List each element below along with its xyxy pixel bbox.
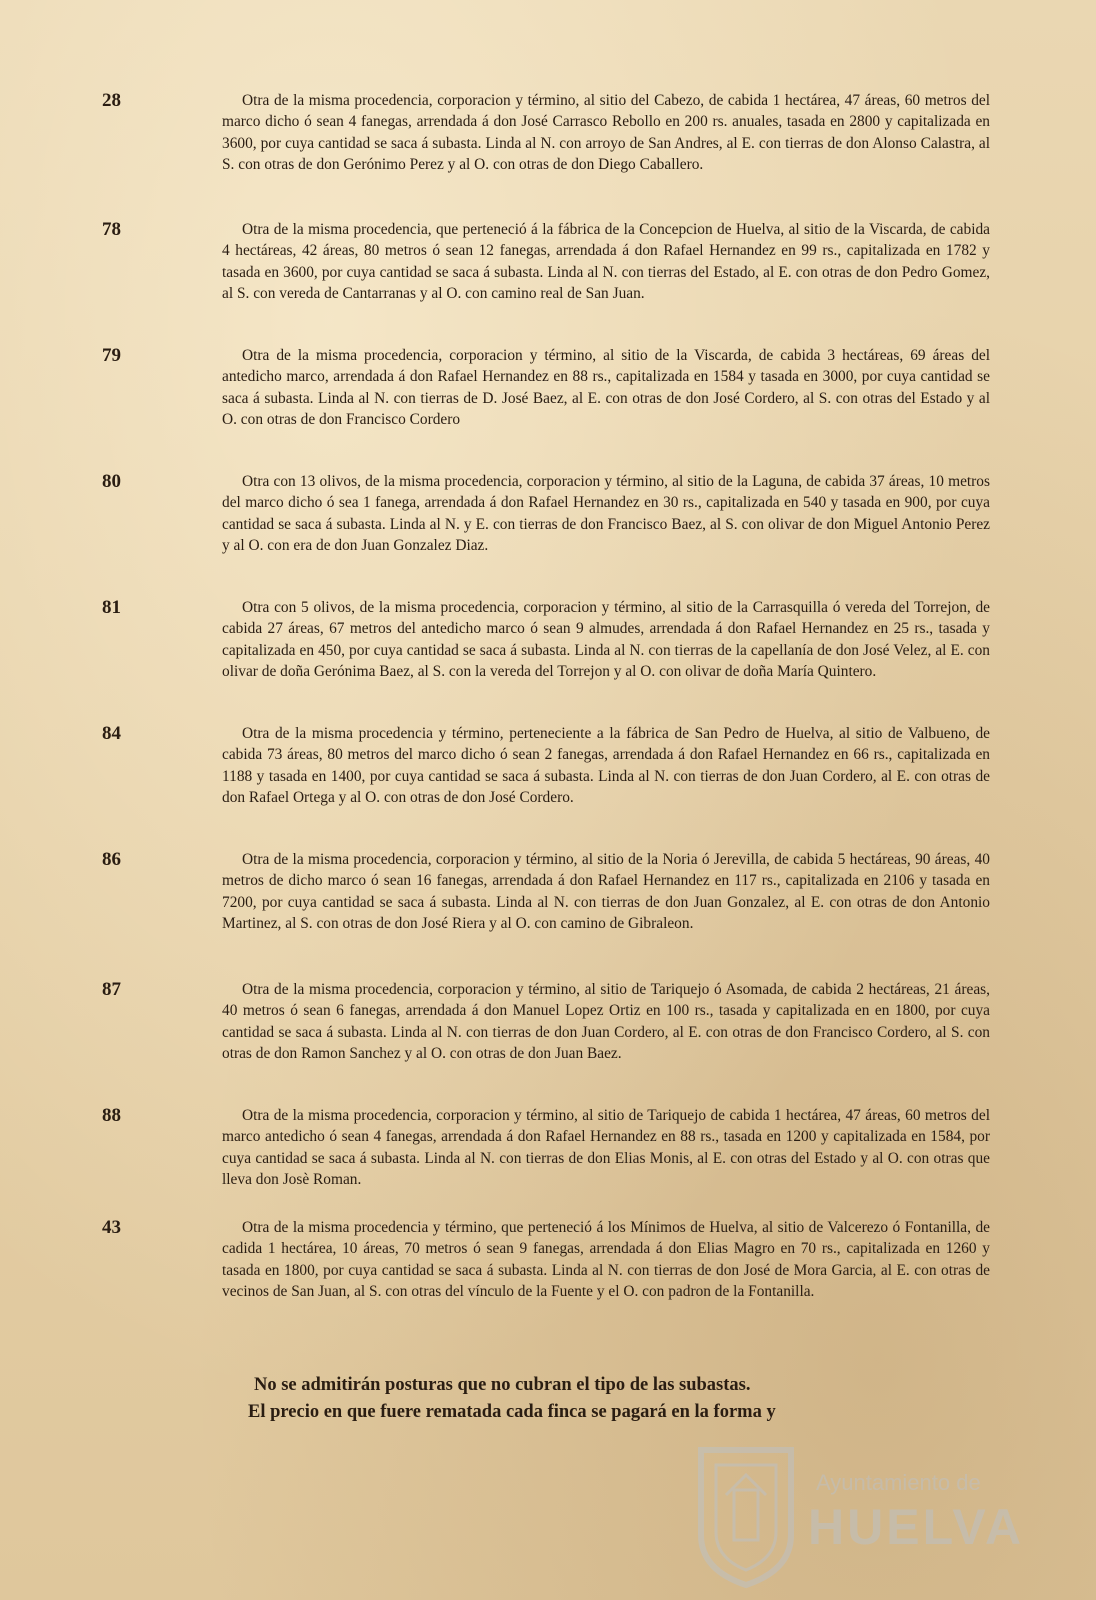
list-item bbox=[90, 471, 990, 597]
list-item bbox=[90, 723, 990, 849]
entry-text: Otra de la misma procedencia y término, que perteneció á los Mínimos de Huelva, al sitio de Valcerezo ó Fontanilla, de cadida 1 hectárea, 10 áreas, 70 metros ó sean 9 fanegas, arrendada á don Elias Magro en 70 rs., capitalizada en 1260 y tasada en 1800, por cuya cantidad se saca á subasta. Linda al N. con tierras de don José de Mora Garcia, al E. con otras de vecinos de San Juan, al S. con otras del vínculo de la Fuente y el O. con padron de la Fontanilla. bbox=[222, 1219, 990, 1300]
list-item bbox=[90, 849, 990, 979]
entry-text: Otra de la misma procedencia, corporacion y término, al sitio del Cabezo, de cabida 1 hectárea, 47 áreas, 60 metros del marco dicho ó sean 4 fanegas, arrendada á don José Carrasco Rebollo en 200 rs. anuales, tasada en 2800 y capitalizada en 3600, por cuya cantidad se saca á subasta. Linda al N. con arroyo de San Andres, al E. con tierras de don Alonso Calastra, al S. con otras de don Gerónimo Perez y al O. con otras de don Diego Caballero. bbox=[222, 92, 990, 173]
entry-text: Otra de la misma procedencia, corporacion y término, al sitio de la Noria ó Jerevilla, de cabida 5 hectáreas, 90 áreas, 40 metros de dicho marco ó sean 16 fanegas, arrendada á don Rafael Hernandez en 117 rs., capitalizada en 2106 y tasada en 7200, por cuya cantidad se saca á subasta. Linda al N. con tierras de don Juan Gonzalez, al E. con otras de don Antonio Martinez, al S. con otras de don José Riera y al O. con camino de Gibraleon. bbox=[222, 851, 990, 932]
closing-line-1: No se admitirán posturas que no cubran el tipo de las subastas. bbox=[254, 1375, 751, 1395]
entry-number: 78 bbox=[102, 219, 121, 240]
watermark bbox=[686, 1440, 1025, 1590]
entry-number: 79 bbox=[102, 345, 121, 366]
entry-text: Otra de la misma procedencia, corporacion y término, al sitio de Tariquejo de cabida 1 hectárea, 47 áreas, 60 metros del marco antedicho ó sean 4 fanegas, arrendada á don Rafael Hernandez en 88 rs., tasada en 1200 y capitalizada en 1584, por cuya cantidad se saca á subasta. Linda al N. con tierras de don Elias Monis, al E. con otras del Estado y al O. con otras que lleva don Josè Roman. bbox=[222, 1107, 990, 1188]
list-item bbox=[90, 219, 990, 345]
entry-number: 81 bbox=[102, 597, 121, 618]
entry-number: 43 bbox=[102, 1217, 121, 1238]
entry-text: Otra de la misma procedencia, corporacion y término, al sitio de Tariquejo ó Asomada, de cabida 2 hectáreas, 21 áreas, 40 metros ó sean 6 fanegas, arrendada á don Manuel Lopez Ortiz en 100 rs., tasada y capitalizada en en 1800, por cuya cantidad se saca á subasta. Linda al N. con tierras de don Juan Cordero, al E. con otras de don Francisco Cordero, al S. con otras de don Ramon Sanchez y al O. con otras de don Juan Baez. bbox=[222, 981, 990, 1062]
entry-text: Otra con 13 olivos, de la misma procedencia, corporacion y término, al sitio de la Laguna, de cabida 37 áreas, 10 metros del marco dicho ó sea 1 fanega, arrendada á don Rafael Hernandez en 30 rs., capitalizada en 540 y tasada en 900, por cuya cantidad se saca á subasta. Linda al N. y E. con tierras de don Francisco Baez, al S. con olivar de don Miguel Antonio Perez y al O. con era de don Juan Gonzalez Diaz. bbox=[222, 473, 990, 554]
entry-number: 87 bbox=[102, 979, 121, 1000]
list-item bbox=[90, 1217, 990, 1347]
city-shield-icon bbox=[686, 1440, 806, 1590]
watermark-line-2: HUELVA bbox=[808, 1499, 1025, 1555]
list-item bbox=[90, 1105, 990, 1217]
entries-list bbox=[90, 90, 990, 1347]
list-item bbox=[90, 979, 990, 1105]
closing-paragraph bbox=[248, 1372, 997, 1426]
closing-line-2: El precio en que fuere rematada cada finca se pagará en la forma y bbox=[248, 1402, 776, 1422]
list-item bbox=[90, 345, 990, 471]
list-item bbox=[90, 90, 990, 219]
entry-number: 28 bbox=[102, 90, 121, 111]
entry-number: 88 bbox=[102, 1105, 121, 1126]
entry-number: 84 bbox=[102, 723, 121, 744]
entry-text: Otra de la misma procedencia, que perteneció á la fábrica de la Concepcion de Huelva, al sitio de la Viscarda, de cabida 4 hectáreas, 42 áreas, 80 metros ó sean 12 fanegas, arrendada á don Rafael Hernandez en 99 rs., capitalizada en 1782 y tasada en 3600, por cuya cantidad se saca á subasta. Linda al N. con tierras del Estado, al E. con otras de don Pedro Gomez, al S. con vereda de Cantarranas y al O. con camino real de San Juan. bbox=[222, 221, 990, 302]
entry-number: 80 bbox=[102, 471, 121, 492]
entry-text: Otra de la misma procedencia, corporacion y término, al sitio de la Viscarda, de cabida 3 hectáreas, 69 áreas del antedicho marco, arrendada á don Rafael Hernandez en 88 rs., capitalizada en 1584 y tasada en 3000, por cuya cantidad se saca á subasta. Linda al N. con tierras de D. José Baez, al E. con otras de don José Cordero, al S. con otras del Estado y al O. con otras de don Francisco Cordero bbox=[222, 347, 990, 428]
entry-number: 86 bbox=[102, 849, 121, 870]
list-item bbox=[90, 597, 990, 723]
entry-text: Otra de la misma procedencia y término, perteneciente a la fábrica de San Pedro de Huelva, al sitio de Valbueno, de cabida 73 áreas, 80 metros del marco dicho ó sean 2 fanegas, arrendada á don Rafael Hernandez en 66 rs., capitalizada en 1188 y tasada en 1400, por cuya cantidad se saca á subasta. Linda al N. con tierras de don Juan Cordero, al E. con otras de don Rafael Ortega y al O. con otras de don José Cordero. bbox=[222, 725, 990, 806]
watermark-line-1: Ayuntamiento de bbox=[816, 1470, 981, 1495]
entry-text: Otra con 5 olivos, de la misma procedencia, corporacion y término, al sitio de la Carrasquilla ó vereda del Torrejon, de cabida 27 áreas, 67 metros del antedicho marco ó sean 9 almudes, arrendada á don Rafael Hernandez en 25 rs., tasada y capitalizada en 450, por cuya cantidad se saca á subasta. Linda al N. con tierras de la capellanía de don José Velez, al E. con olivar de doña Gerónima Baez, al S. con la vereda del Torrejon y al O. con olivar de doña María Quintero. bbox=[222, 599, 990, 680]
